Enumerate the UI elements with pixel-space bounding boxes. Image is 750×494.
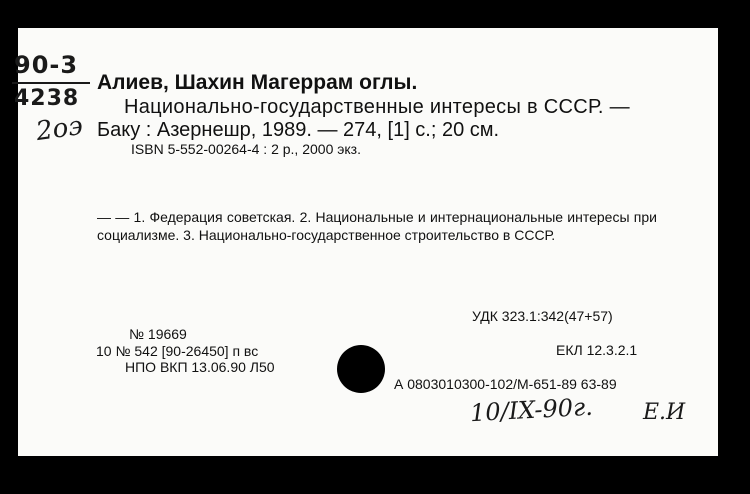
call-number-divider: [12, 82, 90, 84]
title-line-2: Баку : Азернешр, 1989. — 274, [1] с.; 20 см.: [97, 119, 500, 141]
handwritten-date: 10/IX-90г.: [469, 392, 594, 428]
record-number: № 19669: [129, 326, 187, 342]
call-number-top: 90-3: [14, 51, 79, 79]
title-line-1: Национально-государственные интересы в СССР. —: [124, 96, 630, 118]
npo-line: НПО ВКП 13.06.90 Л50: [125, 359, 275, 375]
author-heading: Алиев, Шахин Магеррам оглы.: [97, 71, 418, 94]
handwritten-initials: Е.И: [643, 400, 686, 425]
subject-headings: — — 1. Федерация советская. 2. Национальные и интернациональные интересы при социализме. 3. Национально-государственное строительство в СССР.: [97, 209, 657, 243]
card-punch-hole: [337, 345, 385, 393]
udk-code: УДК 323.1:342(47+57): [472, 308, 613, 324]
a-code: А 0803010300-102/М-651-89 63-89: [394, 376, 617, 392]
order-line: 10 № 542 [90-26450] п вс: [96, 343, 259, 359]
call-number-bottom: 4238: [14, 86, 80, 111]
isbn-line: ISBN 5-552-00264-4 : 2 р., 2000 экз.: [131, 141, 361, 157]
ekl-code: ЕКЛ 12.3.2.1: [556, 342, 638, 358]
call-number-handwritten-note: 2оэ: [34, 110, 85, 148]
